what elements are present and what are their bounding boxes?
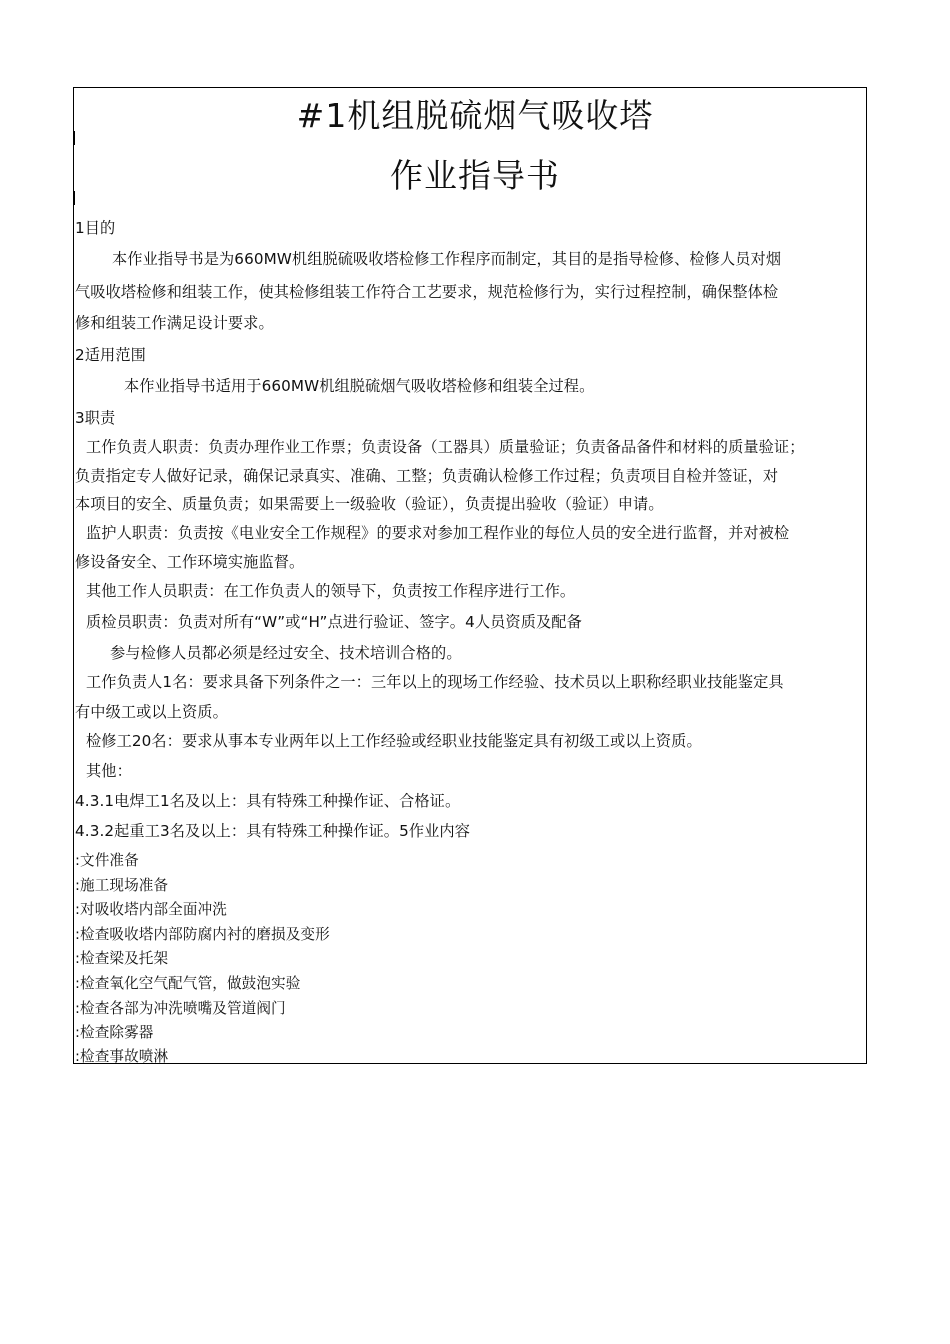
paragraph-line: 监护人职责：负责按《电业安全工作规程》的要求对参加工程作业的每位人员的安全进行监督，并对被检 <box>86 524 790 542</box>
paragraph-line: 工作负责人1名：要求具备下列条件之一：三年以上的现场工作经验、技术员以上职称经职业技能鉴定具 <box>86 673 784 691</box>
work-item: :检查梁及托架 <box>75 950 169 967</box>
paragraph-line: 负责指定专人做好记录，确保记录真实、准确、工整；负责确认检修工作过程；负责项目自检并签证，对 <box>75 467 779 485</box>
work-item: :检查除雾器 <box>75 1024 154 1041</box>
work-item: :对吸收塔内部全面冲洗 <box>75 901 227 918</box>
paragraph-line: 修设备安全、工作环境实施监督。 <box>75 553 305 571</box>
paragraph-line: 其他工作人员职责：在工作负责人的领导下，负责按工作程序进行工作。 <box>86 582 576 600</box>
section-heading-scope: 2适用范围 <box>75 346 146 364</box>
paragraph-line: 有中级工或以上资质。 <box>75 703 228 721</box>
work-item: :检查事故喷淋 <box>75 1048 169 1065</box>
work-item: :文件准备 <box>75 852 139 869</box>
paragraph-line: 修和组装工作满足设计要求。 <box>75 314 274 332</box>
paragraph-line: 4.3.2起重工3名及以上：具有特殊工种操作证。5作业内容 <box>75 822 470 840</box>
document-title-line-2: 作业指导书 <box>390 156 560 195</box>
paragraph-line: 气吸收塔检修和组装工作，使其检修组装工作符合工艺要求，规范检修行为，实行过程控制，确保整体检 <box>75 283 779 301</box>
paragraph-line: 参与检修人员都必须是经过安全、技术培训合格的。 <box>110 644 462 662</box>
paragraph-line: 检修工20名：要求从事本专业两年以上工作经验或经职业技能鉴定具有初级工或以上资质。 <box>86 732 702 750</box>
work-item: :施工现场准备 <box>75 877 169 894</box>
paragraph-line: 本项目的安全、质量负责；如果需要上一级验收（验证），负责提出验收（验证）申请。 <box>75 495 664 513</box>
paragraph-line: 质检员职责：负责对所有“W”或“H”点进行验证、签字。4人员资质及配备 <box>86 613 582 631</box>
paragraph-line: 本作业指导书适用于660MW机组脱硫烟气吸收塔检修和组装全过程。 <box>124 377 595 395</box>
paragraph-line: 工作负责人职责：负责办理作业工作票；负责设备（工器具）质量验证；负责备品备件和材料的质量验证； <box>86 438 805 456</box>
work-item: :检查氧化空气配气管，做鼓泡实验 <box>75 975 301 992</box>
document-title-line-1: #1机组脱硫烟气吸收塔 <box>296 96 654 135</box>
paragraph-line: 4.3.1电焊工1名及以上：具有特殊工种操作证、合格证。 <box>75 792 461 810</box>
paragraph-line: 其他： <box>86 762 132 780</box>
paragraph-line: 本作业指导书是为660MW机组脱硫吸收塔检修工作程序而制定，其目的是指导检修、检修人员对烟 <box>112 250 782 268</box>
section-heading-duties: 3职责 <box>75 409 116 427</box>
work-item: :检查吸收塔内部防腐内衬的磨损及变形 <box>75 926 330 943</box>
work-item: :检查各部为冲洗喷嘴及管道阀门 <box>75 1000 286 1017</box>
section-heading-purpose: 1目的 <box>75 219 116 237</box>
